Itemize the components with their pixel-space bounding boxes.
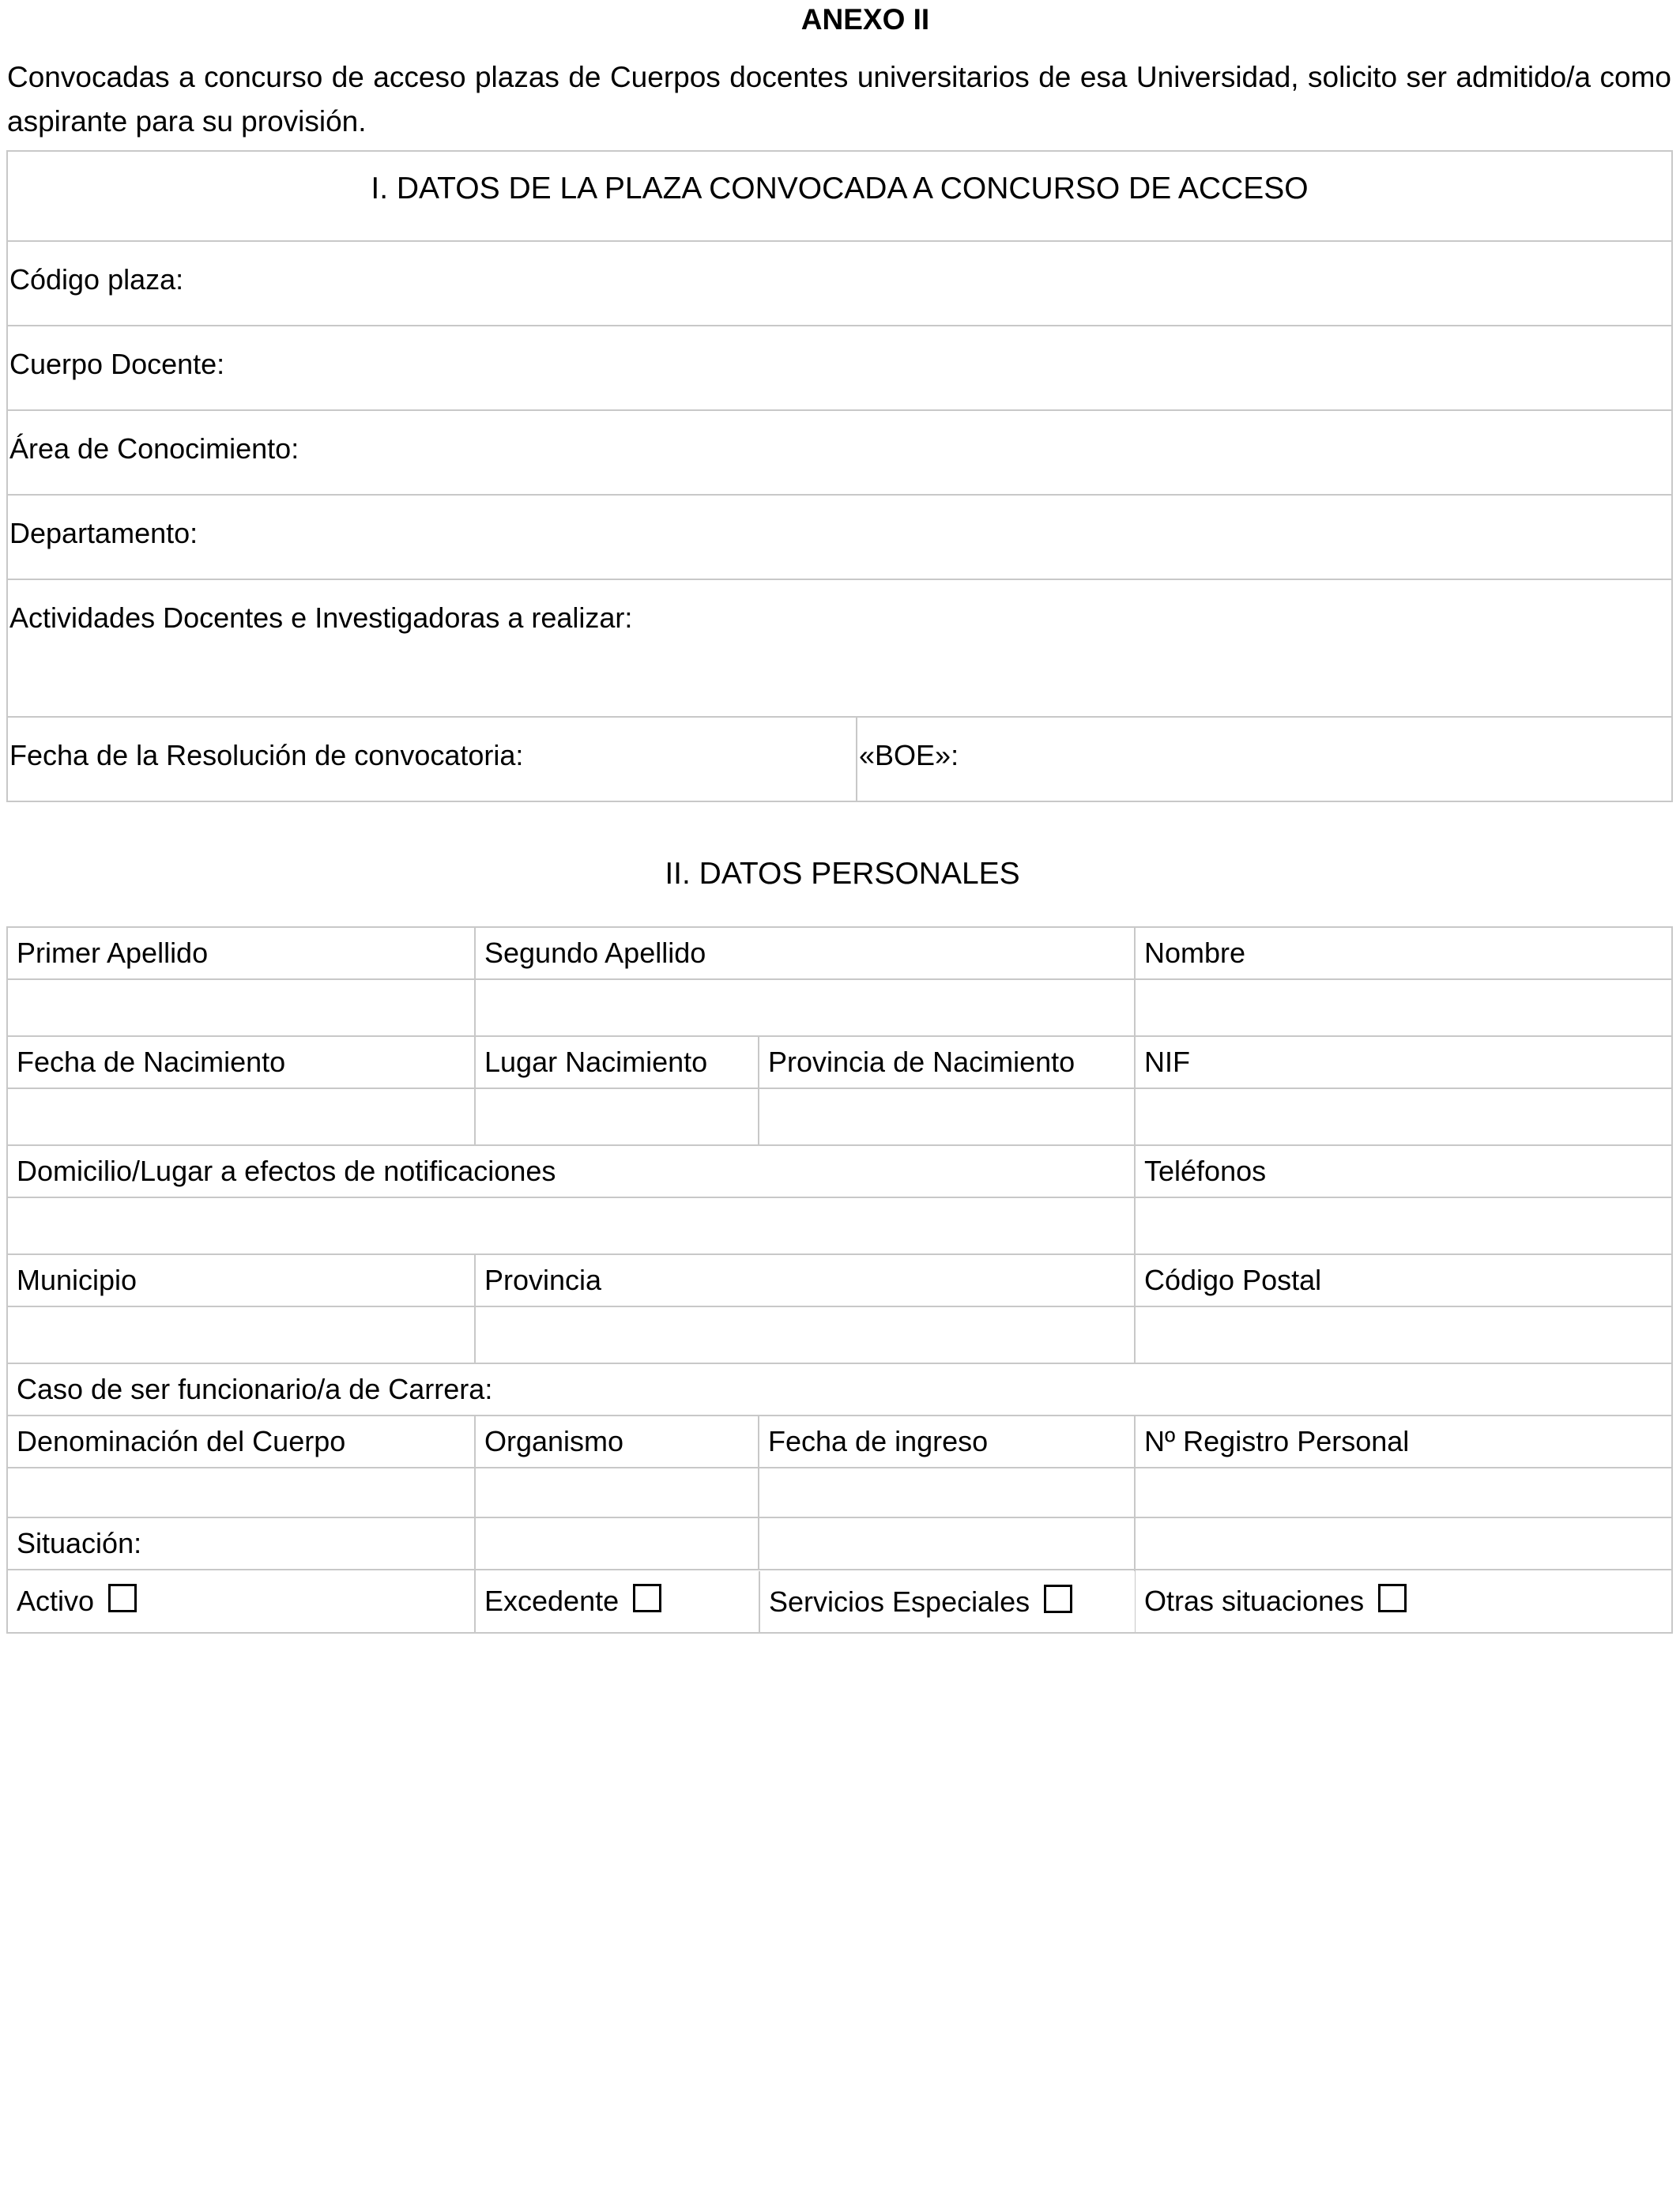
servicios-especiales-checkbox[interactable]: [1044, 1585, 1072, 1613]
codigo-plaza-label: Código plaza:: [9, 263, 184, 296]
fecha-resolucion-field[interactable]: [7, 717, 857, 801]
primer-apellido-field[interactable]: [7, 979, 475, 1036]
segundo-apellido-field[interactable]: [475, 979, 1135, 1036]
provincia-label: Provincia: [475, 1254, 1135, 1306]
codigo-postal-field[interactable]: [1135, 1306, 1672, 1363]
municipio-label: Municipio: [7, 1254, 475, 1306]
boe-label: «BOE»:: [859, 739, 959, 771]
registro-personal-label: Nº Registro Personal: [1135, 1416, 1672, 1468]
activo-label: Activo: [17, 1585, 95, 1617]
nif-label: NIF: [1135, 1036, 1672, 1088]
otras-situaciones-label: Otras situaciones: [1144, 1585, 1365, 1617]
area-conocimiento-field[interactable]: [7, 410, 1672, 495]
excedente-label: Excedente: [484, 1585, 620, 1617]
telefonos-field[interactable]: [1135, 1197, 1672, 1254]
departamento-label: Departamento:: [9, 517, 198, 549]
document-title: ANEXO II: [800, 3, 930, 36]
funcionario-label: Caso de ser funcionario/a de Carrera:: [7, 1363, 1672, 1416]
servicios-especiales-label: Servicios Especiales: [769, 1585, 1030, 1618]
lugar-nacimiento-label: Lugar Nacimiento: [475, 1036, 759, 1088]
fecha-ingreso-field[interactable]: [759, 1468, 1135, 1517]
departamento-field[interactable]: [7, 495, 1672, 579]
situacion-blank-2: [475, 1517, 759, 1570]
domicilio-label: Domicilio/Lugar a efectos de notificaciones: [7, 1145, 1135, 1197]
organismo-field[interactable]: [475, 1468, 759, 1517]
telefonos-label: Teléfonos: [1135, 1145, 1672, 1197]
fecha-nacimiento-label: Fecha de Nacimiento: [7, 1036, 475, 1088]
fecha-nacimiento-field[interactable]: [7, 1088, 475, 1145]
activo-checkbox[interactable]: [108, 1584, 137, 1612]
fecha-ingreso-label: Fecha de ingreso: [759, 1416, 1135, 1468]
nombre-label: Nombre: [1135, 927, 1672, 979]
situacion-label: Situación:: [7, 1517, 475, 1570]
registro-personal-field[interactable]: [1135, 1468, 1672, 1517]
lugar-nacimiento-field[interactable]: [475, 1088, 759, 1145]
codigo-plaza-field[interactable]: [7, 241, 1672, 326]
actividades-field[interactable]: [7, 579, 1672, 717]
cuerpo-docente-label: Cuerpo Docente:: [9, 348, 225, 380]
nif-field[interactable]: [1135, 1088, 1672, 1145]
actividades-label: Actividades Docentes e Investigadoras a realizar:: [9, 601, 633, 634]
intro-paragraph: Convocadas a concurso de acceso plazas de Cuerpos docentes universitarios de esa Universidad, solicito ser admitido/a como aspirante para su provisión.: [7, 61, 1671, 138]
municipio-field[interactable]: [7, 1306, 475, 1363]
activo-option[interactable]: [7, 1570, 475, 1633]
servicios-especiales-option[interactable]: [759, 1571, 1135, 1632]
otras-situaciones-checkbox[interactable]: [1378, 1584, 1407, 1612]
plaza-data-table: [6, 150, 1673, 802]
nombre-field[interactable]: [1135, 979, 1672, 1036]
segundo-apellido-label: Segundo Apellido: [475, 927, 1135, 979]
domicilio-field[interactable]: [7, 1197, 1135, 1254]
otras-situaciones-option[interactable]: [1135, 1570, 1672, 1633]
codigo-postal-label: Código Postal: [1135, 1254, 1672, 1306]
denominacion-cuerpo-label: Denominación del Cuerpo: [7, 1416, 475, 1468]
situacion-blank-3: [759, 1517, 1135, 1570]
denominacion-cuerpo-field[interactable]: [7, 1468, 475, 1517]
section1-heading: I. DATOS DE LA PLAZA CONVOCADA A CONCURSO DE ACCESO: [7, 151, 1672, 241]
situacion-blank-4: [1135, 1517, 1672, 1570]
provincia-field[interactable]: [475, 1306, 1135, 1363]
excedente-checkbox[interactable]: [633, 1584, 661, 1612]
boe-field[interactable]: [857, 717, 1672, 801]
provincia-nacimiento-field[interactable]: [759, 1088, 1135, 1145]
area-conocimiento-label: Área de Conocimiento:: [9, 432, 299, 465]
provincia-nacimiento-label: Provincia de Nacimiento: [759, 1036, 1135, 1088]
personal-data-table: [6, 926, 1673, 1634]
cuerpo-docente-field[interactable]: [7, 326, 1672, 410]
primer-apellido-label: Primer Apellido: [7, 927, 475, 979]
fecha-resolucion-label: Fecha de la Resolución de convocatoria:: [9, 739, 524, 771]
organismo-label: Organismo: [475, 1416, 759, 1468]
section2-heading: II. DATOS PERSONALES: [665, 857, 1020, 891]
